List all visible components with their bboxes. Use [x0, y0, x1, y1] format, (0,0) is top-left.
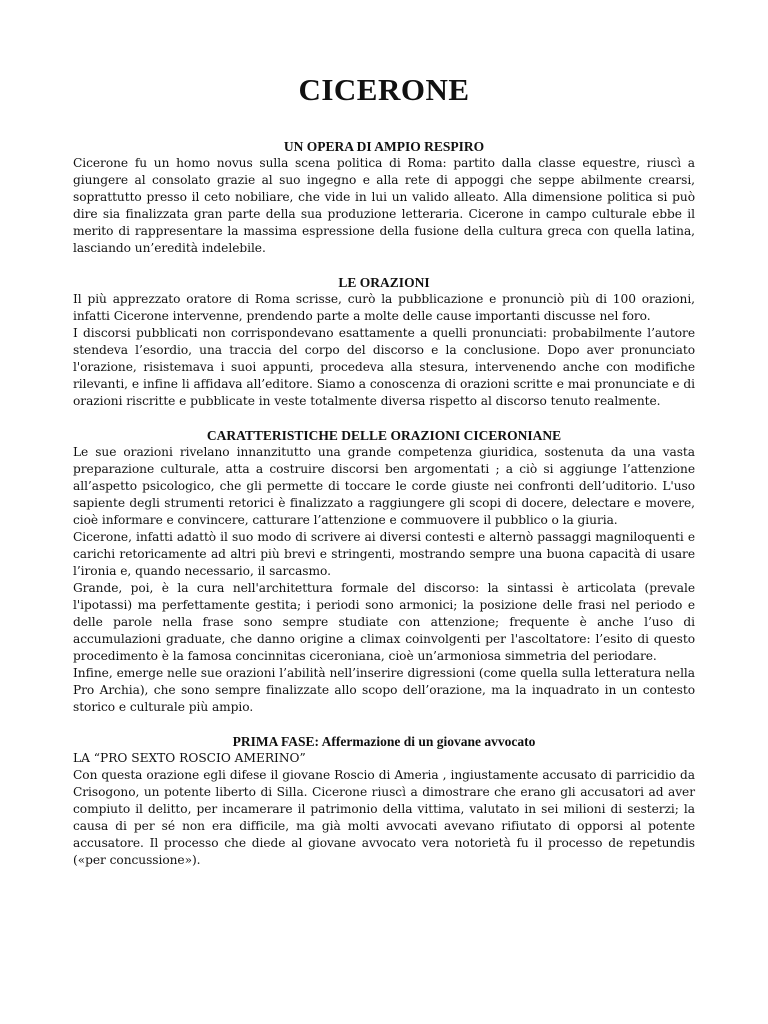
paragraph: Grande, poi, è la cura nell'architettura formale del discorso: la sintassi è articolata (prevale l'ipotassi) ma perfettamente gestita; i periodi sono armonici; la posizione delle frasi nel periodo e delle parole nella frase sono sempre studiate con attenzione; frequente è anche l’uso di accumulazioni graduate, che danno origine a climax coinvolgenti per l'ascoltatore: l’esito di questo procedimento è la famosa concinnitas ciceroniana, cioè un’armoniosa simmetria del periodare. — [73, 581, 695, 663]
section-heading: CARATTERISTICHE DELLE ORAZIONI CICERONIANE — [206, 428, 562, 443]
paragraph: I discorsi pubblicati non corrispondevano esattamente a quelli pronunciati: probabilmente l’autore stendeva l’esordio, una traccia del corpo del discorso e la conclusione. Dopo aver pronunciato l'orazione, risistemava i suoi appunti, procedeva alla stesura, intervenendo anche con modifiche rilevanti, e infine li affidava all’editore. Siamo a conoscenza di orazioni scritte e mai pronunciate e di orazioni riscritte e pubblicate in veste totalmente diversa rispetto al discorso tenuto realmente. — [73, 326, 695, 408]
paragraph: Le sue orazioni rivelano innanzitutto una grande competenza giuridica, sostenuta da una vasta preparazione culturale, atta a costruire discorsi ben argomentati ; a ciò si aggiunge l’attenzione all’aspetto psicologico, che gli permette di toccare le corde giuste nei confronti dell’uditorio. L'uso sapiente degli strumenti retorici è finalizzato a raggiungere gli scopi di docere, delectare e movere, cioè informare e convincere, catturare l’attenzione e commuovere il pubblico o la giuria. — [73, 445, 695, 527]
page-title: CICERONE — [298, 72, 470, 107]
section-orazioni — [73, 274, 695, 410]
section-heading: UN OPERA DI AMPIO RESPIRO — [283, 139, 485, 154]
paragraph: Il più apprezzato oratore di Roma scrisse, curò la pubblicazione e pronunciò più di 100 orazioni, infatti Cicerone intervenne, prendendo parte a molte delle cause importanti discusse nel foro. — [73, 292, 695, 323]
section-prima-fase — [73, 733, 695, 869]
paragraph: Cicerone fu un homo novus sulla scena politica di Roma: partito dalla classe equestre, riuscì a giungere al consolato grazie al suo ingegno e alla rete di appoggi che seppe abilmente crearsi, soprattutto presso il ceto nobiliare, che vide in lui un valido alleato. Alla dimensione politica si può dire sia finalizzata gran parte della sua produzione letteraria. Cicerone in campo culturale ebbe il merito di rappresentare la massima espressione della fusione della cultura greca con quella latina, lasciando un’eredità indelebile. — [73, 156, 695, 255]
section-subheading: LA “PRO SEXTO ROSCIO AMERINO” — [73, 751, 306, 765]
section-opera-ampio-respiro — [73, 138, 695, 257]
section-caratteristiche-orazioni — [73, 427, 695, 716]
paragraph: Cicerone, infatti adattò il suo modo di scrivere ai diversi contesti e alternò passaggi magniloquenti e carichi retoricamente ad altri più brevi e stringenti, mostrando sempre una buona capacità di usare l’ironia e, quando necessario, il sarcasmo. — [73, 530, 695, 578]
section-heading: PRIMA FASE: Affermazione di un giovane avvocato — [232, 734, 536, 749]
section-heading: LE ORAZIONI — [338, 275, 430, 290]
paragraph: Infine, emerge nelle sue orazioni l’abilità nell’inserire digressioni (come quella sulla letteratura nella Pro Archia), che sono sempre finalizzate allo scopo dell’orazione, ma la inquadrato in un contesto storico e culturale più ampio. — [73, 666, 695, 714]
document-page — [73, 0, 695, 869]
paragraph: Con questa orazione egli difese il giovane Roscio di Ameria , ingiustamente accusato di parricidio da Crisogono, un potente liberto di Silla. Cicerone riuscì a dimostrare che erano gli accusatori ad aver compiuto il delitto, per incamerare il patrimonio della vittima, valutato in sei milioni di sesterzi; la causa di per sé non era difficile, ma già molti avvocati avevano rifiutato di opporsi al potente accusatore. Il processo che diede al giovane avvocato vera notorietà fu il processo de repetundis («per concussione»). — [73, 768, 695, 867]
